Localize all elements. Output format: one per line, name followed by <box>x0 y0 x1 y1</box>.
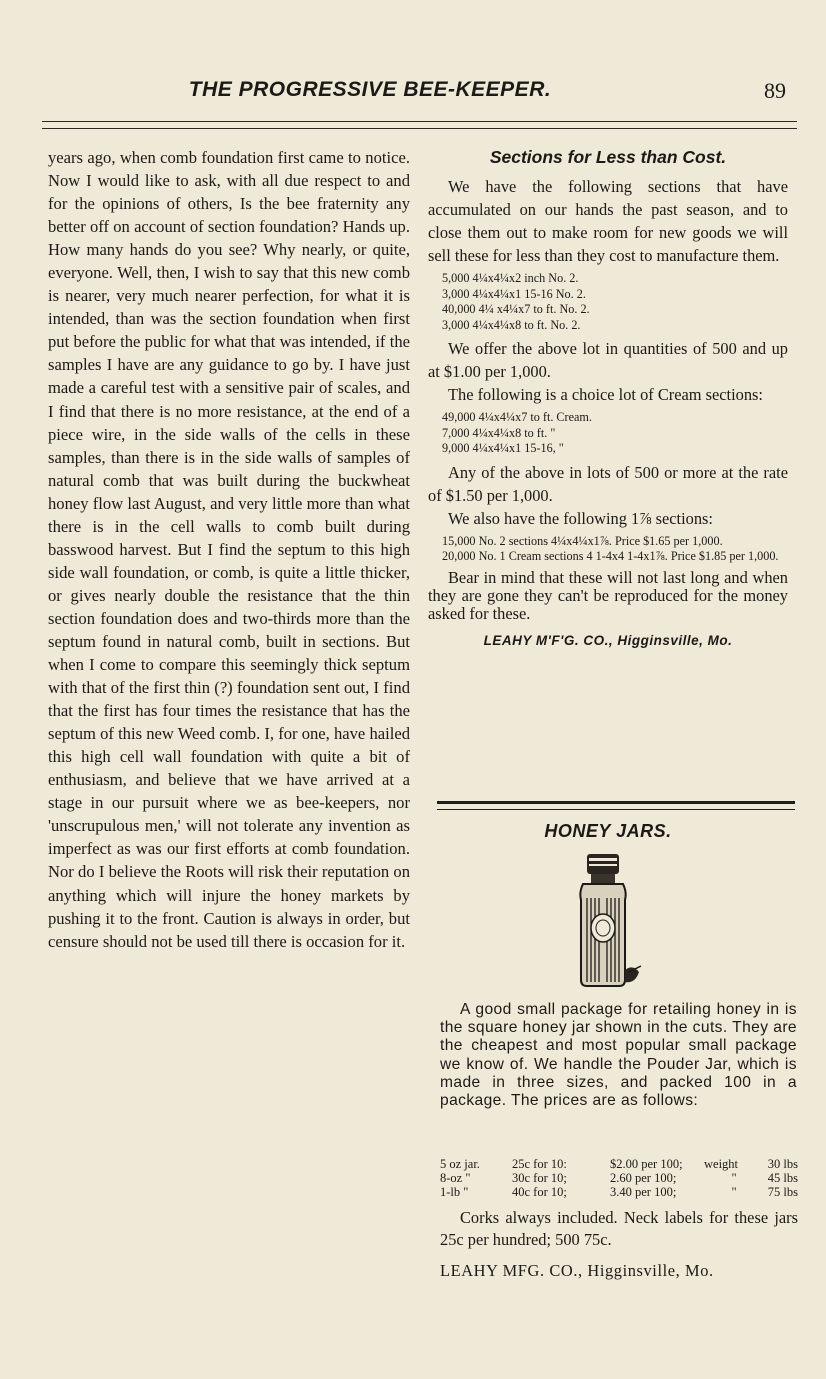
bear-in-mind-text: Bear in mind that these will not last long and when they are gone they can't be reproduced for the money asked for these. <box>428 567 788 623</box>
journal-title: THE PROGRESSIVE BEE-KEEPER. <box>188 78 552 101</box>
corks-block <box>440 1207 798 1282</box>
list-item: 9,000 4¼x4¼x1 15-16, " <box>442 441 564 455</box>
list-item: 40,000 4¼ x4¼x7 to ft. No. 2. <box>442 302 590 316</box>
weight-value: 30 lbs <box>767 1157 798 1171</box>
sections-ad-heading: Sections for Less than Cost. <box>489 147 727 167</box>
jar-size: 1-lb " <box>440 1185 469 1199</box>
cream-intro: The following is a choice lot of Cream sections: <box>448 385 763 404</box>
jar-price-table <box>440 1157 798 1199</box>
weight-value: 45 lbs <box>767 1171 798 1185</box>
list-item: 20,000 No. 1 Cream sections 4 1-4x4 1-4x1⅞. Price $1.85 per 1,000. <box>442 549 779 563</box>
right-column <box>428 146 788 652</box>
price-10: 40c for 10; <box>512 1185 567 1199</box>
jar-size: 5 oz jar. <box>440 1157 480 1171</box>
list-item: 3,000 4¼x4¼x8 to ft. No. 2. <box>442 317 581 332</box>
sections-ad-intro: We have the following sections that have accumulated on our hands the past season, and to close them out to make room for new goods we will sell these for less than they cost to manufacture them. <box>428 177 788 265</box>
jars-ad-signature: LEAHY MFG. CO., Higginsville, Mo. <box>440 1261 714 1280</box>
price-10: 30c for 10; <box>512 1171 567 1185</box>
sections-offer: We offer the above lot in quantities of 500 and up at $1.00 per 1,000. <box>428 339 788 381</box>
list-item: 3,000 4¼x4¼x1 15-16 No. 2. <box>442 286 586 301</box>
list-item: 7,000 4¼x4¼x8 to ft. " <box>442 425 556 440</box>
table-row <box>440 1185 798 1199</box>
weight-label: weight <box>704 1157 739 1171</box>
also-have-text: We also have the following 1⅞ sections: <box>448 508 713 528</box>
price-10: 25c for 10: <box>512 1157 567 1171</box>
sections-ad-signature: LEAHY M'F'G. CO., Higginsville, Mo. <box>483 632 733 648</box>
weight-label: " <box>731 1185 737 1199</box>
weight-label: " <box>731 1171 737 1185</box>
sections-list-cream <box>442 410 788 457</box>
honey-jars-description: A good small package for retailing honey in is the square honey jar shown in the cuts. They are the cheapest and most popular small package we know of. We handle the Pouder Jar, which is made in three sizes, and packed 100 in a package. The prices are as follows: <box>440 1001 797 1110</box>
honey-jar-icon <box>575 852 647 994</box>
corks-text: Corks always included. Neck labels for these jars 25c per hundred; 500 75c. <box>440 1208 798 1249</box>
ad-divider-rule <box>437 801 795 810</box>
table-row <box>440 1171 798 1185</box>
honey-jars-heading: HONEY JARS. <box>544 821 672 841</box>
header-rule <box>42 121 797 129</box>
jar-size: 8-oz " <box>440 1171 471 1185</box>
left-column <box>48 146 410 953</box>
cream-offer: Any of the above in lots of 500 or more at the rate of $1.50 per 1,000. <box>428 462 788 505</box>
table-row <box>440 1157 798 1171</box>
list-item: 49,000 4¼x4¼x7 to ft. Cream. <box>442 410 592 424</box>
list-item: 15,000 No. 2 sections 4¼x4¼x1⅞. Price $1.65 per 1,000. <box>442 533 723 548</box>
sections-list-1-7-8 <box>442 534 788 565</box>
article-continuation-text: years ago, when comb foundation first came to notice. Now I would like to ask, with all due respect to and for the opinions of others, Is the bee fraternity any better off on account of section foundation? Hands up. How many hands do you see? Why nearly, or quite, everyone. Well, then, I wish to say that this new comb is nearer, very much nearer perfection, for what it is intended, than was the section foundation when first put before the public for what that was intended, if the samples I have are any guidance to go by. I have just made a careful test with a sensitive pair of scales, and I find that there is no more resistance, at the end of a piece wire, in the side walls of the cells in these samples, than there is in the side walls of samples of natural comb that was built during the buckwheat honey flow last August, and very little more than what there is in the cell walls to comb built during basswood harvest. But I find the septum to this high side wall foundation, or comb, is quite a little thicker, or gives nearly double the resistance that the thin section foundation does and two-thirds more than the septum found in natural comb, built in sections. But when I come to compare this seemingly thick septum with that of the first thin (?) foundation sent out, I find that the first has four times the resistance that has the septum of this new Weed comb. I, for one, have hailed this high cell wall foundation with quite a bit of enthusiasm, and believe that we have arrived at a stage in our pursuit where we as bee-keepers, nor 'unscrupulous men,' will not tolerate any invention as imperfect as was our first efforts at comb foundation. Nor do I believe the Roots will risk their reputation on anything which will injure the honey markets by pushing it to the front. Caution is always in order, but censure should not be used till there is occasion for it. <box>48 148 410 951</box>
weight-value: 75 lbs <box>767 1185 798 1199</box>
price-100: $2.00 per 100; <box>610 1157 683 1171</box>
price-100: 3.40 per 100; <box>610 1185 677 1199</box>
price-100: 2.60 per 100; <box>610 1171 677 1185</box>
list-item: 5,000 4¼x4¼x2 inch No. 2. <box>442 271 579 285</box>
page-number: 89 <box>764 78 786 103</box>
page-header <box>40 78 800 108</box>
sections-list-no2 <box>442 271 788 333</box>
honey-jars-body <box>440 1001 797 1110</box>
